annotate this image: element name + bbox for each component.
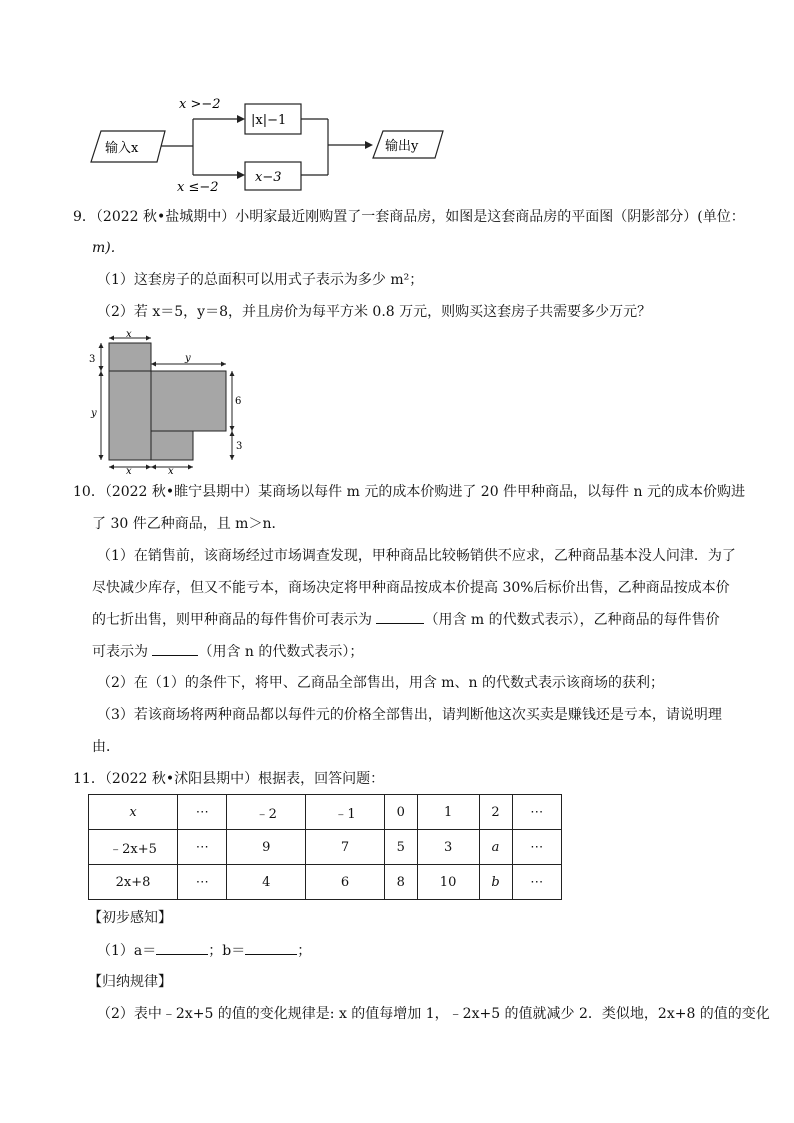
table-cell: ⋯ — [178, 830, 227, 865]
table-cell: ⋯ — [512, 795, 562, 830]
table-cell: 0 — [384, 795, 417, 830]
dim-x-bottom-left: x — [126, 466, 132, 476]
table-cell: 2 — [479, 795, 512, 830]
table-cell: ﹣1 — [306, 795, 385, 830]
q9-part1: （1）这套房子的总面积可以用式子表示为多少 m²； — [97, 272, 424, 288]
cond-top-label: x >−2 — [179, 97, 221, 112]
q9-part2: （2）若 x＝5，y＝8，并且房价为每平方米 0.8 万元，则购买这套房子共需要多少万元？ — [97, 304, 652, 320]
q9-line1 — [73, 207, 745, 227]
q11-line1 — [73, 769, 384, 789]
table-cell: 9 — [227, 830, 306, 865]
table-cell: ﹣2 — [227, 795, 306, 830]
q11-source: （2022 秋•沭阳县期中） — [104, 771, 259, 787]
q10-source: （2022 秋•睢宁县期中） — [104, 484, 259, 500]
table-cell: ⋯ — [178, 795, 227, 830]
table-row — [89, 830, 562, 865]
cond-bottom-label: x ≤−2 — [177, 180, 219, 195]
q10-p1-line2: 尽快减少库存，但又不能亏本，商场决定将甲种商品按成本价提高 30%后标价出售，乙种商品按成本价 — [92, 580, 730, 596]
table-cell: 2x+8 — [89, 865, 178, 900]
value-table — [88, 794, 562, 900]
q10-p1-line4 — [92, 641, 363, 662]
dim-y-left: y — [91, 408, 97, 419]
table-row — [89, 865, 562, 900]
table-cell: 6 — [306, 865, 385, 900]
q9-line2: m). — [92, 240, 116, 256]
q10-p1-line3 — [92, 609, 720, 630]
q11-p1-a: （1）a＝ — [97, 943, 157, 959]
input-label: 输入x — [105, 141, 139, 156]
dim-x-bottom-right: x — [168, 466, 174, 476]
dim-three-right: 3 — [236, 441, 243, 452]
q11-section2: 【归纳规律】 — [88, 974, 172, 990]
q10-answer-blank-1[interactable] — [376, 609, 424, 624]
table-cell: 4 — [227, 865, 306, 900]
q10-stem-1: 某商场以每件 m 元的成本价购进了 20 件甲种商品，以每件 n 元的成本价购进 — [258, 484, 745, 500]
q9-number: 9． — [73, 209, 96, 225]
q10-line1 — [73, 482, 745, 502]
table-cell: 1 — [417, 795, 479, 830]
q10-p3-line2: 由． — [92, 739, 120, 755]
table-cell: 5 — [384, 830, 417, 865]
table-cell: 7 — [306, 830, 385, 865]
q10-p2: （2）在（1）的条件下，将甲、乙商品全部售出，用含 m、n 的代数式表示该商场的获利； — [97, 675, 665, 691]
q9-source: （2022 秋•盐城期中） — [95, 209, 236, 225]
q11-number: 11． — [73, 771, 105, 787]
dim-six-right: 6 — [235, 396, 242, 407]
q11-answer-blank-a[interactable] — [156, 940, 208, 955]
table-cell: 3 — [417, 830, 479, 865]
q11-p1-b: ；b＝ — [208, 943, 246, 959]
q11-stem: 根据表，回答问题： — [258, 771, 385, 787]
table-cell: ﹣2x+5 — [89, 830, 178, 865]
dim-x-top: x — [126, 330, 132, 340]
table-cell: 8 — [384, 865, 417, 900]
q10-p1-line4-b: （用含 n 的代数式表示）； — [198, 644, 364, 660]
q11-section1: 【初步感知】 — [88, 910, 172, 926]
flowchart — [85, 92, 455, 196]
q11-p2: （2）表中﹣2x+5 的值的变化规律是: x 的值每增加 1，﹣2x+5 的值就减少 2．类似地，2x+8 的值的变化 — [97, 1006, 770, 1022]
table-cell: ⋯ — [512, 865, 562, 900]
dim-three-left: 3 — [89, 354, 96, 365]
table-cell: ⋯ — [178, 865, 227, 900]
q10-answer-blank-2[interactable] — [152, 641, 198, 656]
q9-stem-1: 小明家最近刚购置了一套商品房，如图是这套商品房的平面图（阴影部分）(单位： — [235, 209, 745, 225]
q10-p1-line3-b: （用含 m 的代数式表示），乙种商品的每件售价 — [424, 612, 720, 628]
q10-number: 10． — [73, 484, 105, 500]
q11-answer-blank-b[interactable] — [245, 940, 297, 955]
q10-p1-line1: （1）在销售前，该商场经过市场调查发现，甲种商品比较畅销供不应求，乙种商品基本没人问津．为了 — [97, 548, 736, 564]
table-row — [89, 795, 562, 830]
q10-p3-line1: （3）若该商场将两种商品都以每件元的价格全部售出，请判断他这次买卖是赚钱还是亏本，请说明理 — [97, 707, 722, 723]
box-bottom-label: x−3 — [255, 170, 282, 185]
table-cell: 10 — [417, 865, 479, 900]
table-cell: ⋯ — [512, 830, 562, 865]
q10-p1-line3-a: 的七折出售，则甲种商品的每件售价可表示为 — [92, 612, 372, 628]
q10-p1-line4-a: 可表示为 — [92, 644, 148, 660]
q11-p1 — [97, 940, 311, 961]
floor-plan-figure — [84, 330, 254, 476]
table-cell: x — [89, 795, 178, 830]
output-label: 输出y — [385, 139, 419, 154]
table-cell: b — [479, 865, 512, 900]
table-cell: a — [479, 830, 512, 865]
q10-line2: 了 30 件乙种商品，且 m＞n． — [92, 516, 286, 532]
box-top-label: |x|−1 — [251, 113, 287, 128]
dim-y-top: y — [185, 353, 191, 364]
q11-p1-c: ； — [297, 943, 312, 959]
